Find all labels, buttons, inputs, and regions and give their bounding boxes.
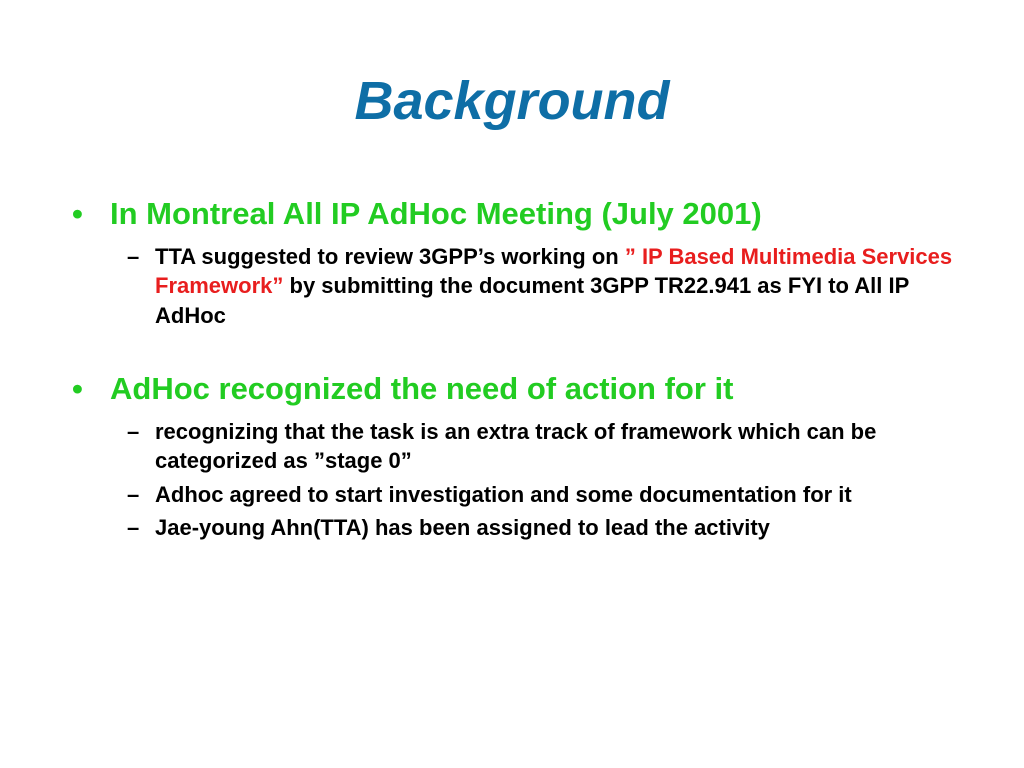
bullet-icon: •	[72, 370, 83, 406]
bullet-heading: In Montreal All IP AdHoc Meeting (July 2001)	[110, 196, 762, 231]
sub-item-text: Adhoc agreed to start investigation and some documentation for it	[155, 481, 852, 507]
sub-item-text-after: by submitting the document 3GPP TR22.941 as FYI to All IP AdHoc	[155, 273, 909, 328]
bullet-item-montreal-meeting	[70, 195, 970, 232]
dash-icon: –	[127, 514, 140, 540]
slide-content	[70, 195, 970, 542]
sub-item-text: recognizing that the task is an extra track of framework which can be categorized as ”stage 0”	[155, 419, 877, 474]
sub-item-text-before: TTA suggested to review 3GPP’s working on	[155, 244, 625, 270]
sub-item-text: Jae-young Ahn(TTA) has been assigned to lead the activity	[155, 514, 770, 540]
dash-icon: –	[127, 481, 140, 507]
sub-item-tta-suggestion	[70, 242, 970, 330]
slide-title: Background	[354, 71, 670, 131]
sub-item-assigned-lead	[70, 513, 970, 542]
bullet-heading: AdHoc recognized the need of action for it	[110, 370, 734, 406]
highlighted-framework-title: ” IP Based Multimedia Services Framework”	[155, 244, 953, 299]
sub-item-investigation	[70, 480, 970, 509]
bullet-icon: •	[72, 196, 83, 231]
bullet-item-adhoc-recognized	[70, 370, 970, 407]
dash-icon: –	[127, 244, 140, 270]
sub-item-extra-track	[70, 417, 970, 476]
dash-icon: –	[127, 419, 140, 445]
